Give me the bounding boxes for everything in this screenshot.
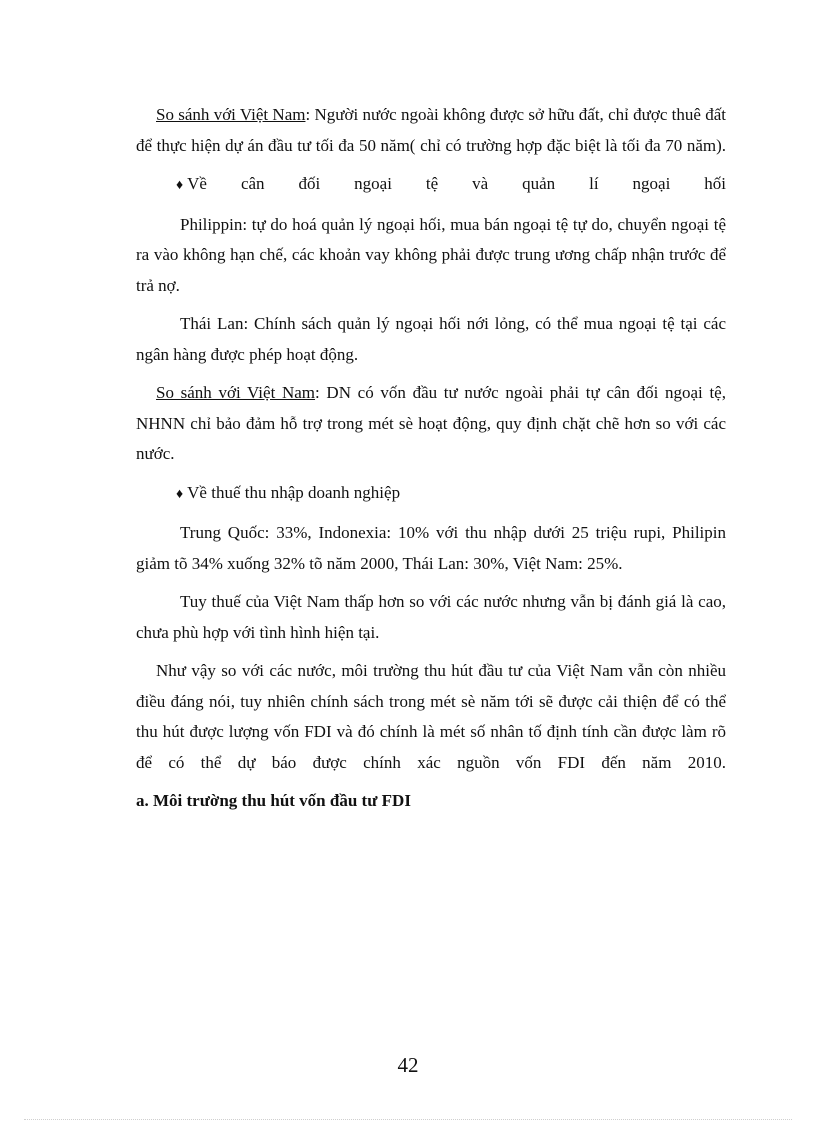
paragraph-philippin: Philippin: tự do hoá quản lý ngoại hối, mua bán ngoại tệ tự do, chuyển ngoại tệ ra vào không hạn chế, các khoản vay không phải được trung ương chấp nhận trước để trả nợ. <box>136 214 726 295</box>
paragraph-tax-rates: Trung Quốc: 33%, Indonexia: 10% với thu nhập dưới 25 triệu rupi, Philipin giảm tõ 34% xuống 32% tõ năm 2000, Thái Lan: 30%, Việt Nam: 25%. <box>136 523 726 573</box>
paragraph-land-comparison <box>136 100 726 161</box>
paragraph-text: : Người nước ngoài không được sở hữu đất, chỉ được thuê đất để thực hiện dự án đầu tư tối đa 50 năm( chỉ có trường hợp đặc biệt là tối đa 70 năm). <box>136 105 726 155</box>
paragraph-conclusion: Như vậy so với các nước, môi trường thu hút đầu tư của Việt Nam vẫn còn nhiều điều đáng nói, tuy nhiên chính sách trong mét sè năm tới sẽ được cải thiện để có thể thu hút được lượng vốn FDI và đó chính là mét số nhân tố định tính cần được làm rõ để có thể dự báo được chính xác nguồn vốn FDI đến năm 2010. <box>136 661 726 772</box>
paragraph-vietnam-comparison <box>136 378 726 470</box>
bullet-heading-text: Về thuế thu nhập doanh nghiệp <box>187 482 401 502</box>
diamond-bullet-icon: ♦ <box>176 178 184 193</box>
section-heading: a. Môi trường thu hút vốn đầu tư FDI <box>136 791 411 810</box>
underlined-lead: So sánh với Việt Nam <box>156 383 316 402</box>
paragraph-thailand: Thái Lan: Chính sách quản lý ngoại hối nới lỏng, có thể mua ngoại tệ tại các ngân hàng được phép hoạt động. <box>136 314 726 364</box>
page-body <box>136 100 726 817</box>
diamond-bullet-icon: ♦ <box>176 486 184 502</box>
bullet-heading-text: Về cân đối ngoại tệ và quản lí ngoại hối <box>187 174 726 193</box>
page-number: 42 <box>397 1053 419 1077</box>
underlined-lead: So sánh với Việt Nam <box>156 105 306 124</box>
bullet-heading-foreign-exchange <box>136 169 726 202</box>
paragraph-tax-assessment: Tuy thuế của Việt Nam thấp hơn so với các nước nhưng vẫn bị đánh giá là cao, chưa phù hợp với tình hình hiện tại. <box>136 592 726 642</box>
bullet-heading-income-tax <box>136 478 726 511</box>
paragraph-text: : DN có vốn đầu tư nước ngoài phải tự cân đối ngoại tệ, NHNN chỉ bảo đảm hỗ trợ trong mét sè hoạt động, quy định chặt chẽ hơn so với các nước. <box>136 383 726 463</box>
footer-divider <box>24 1119 792 1120</box>
